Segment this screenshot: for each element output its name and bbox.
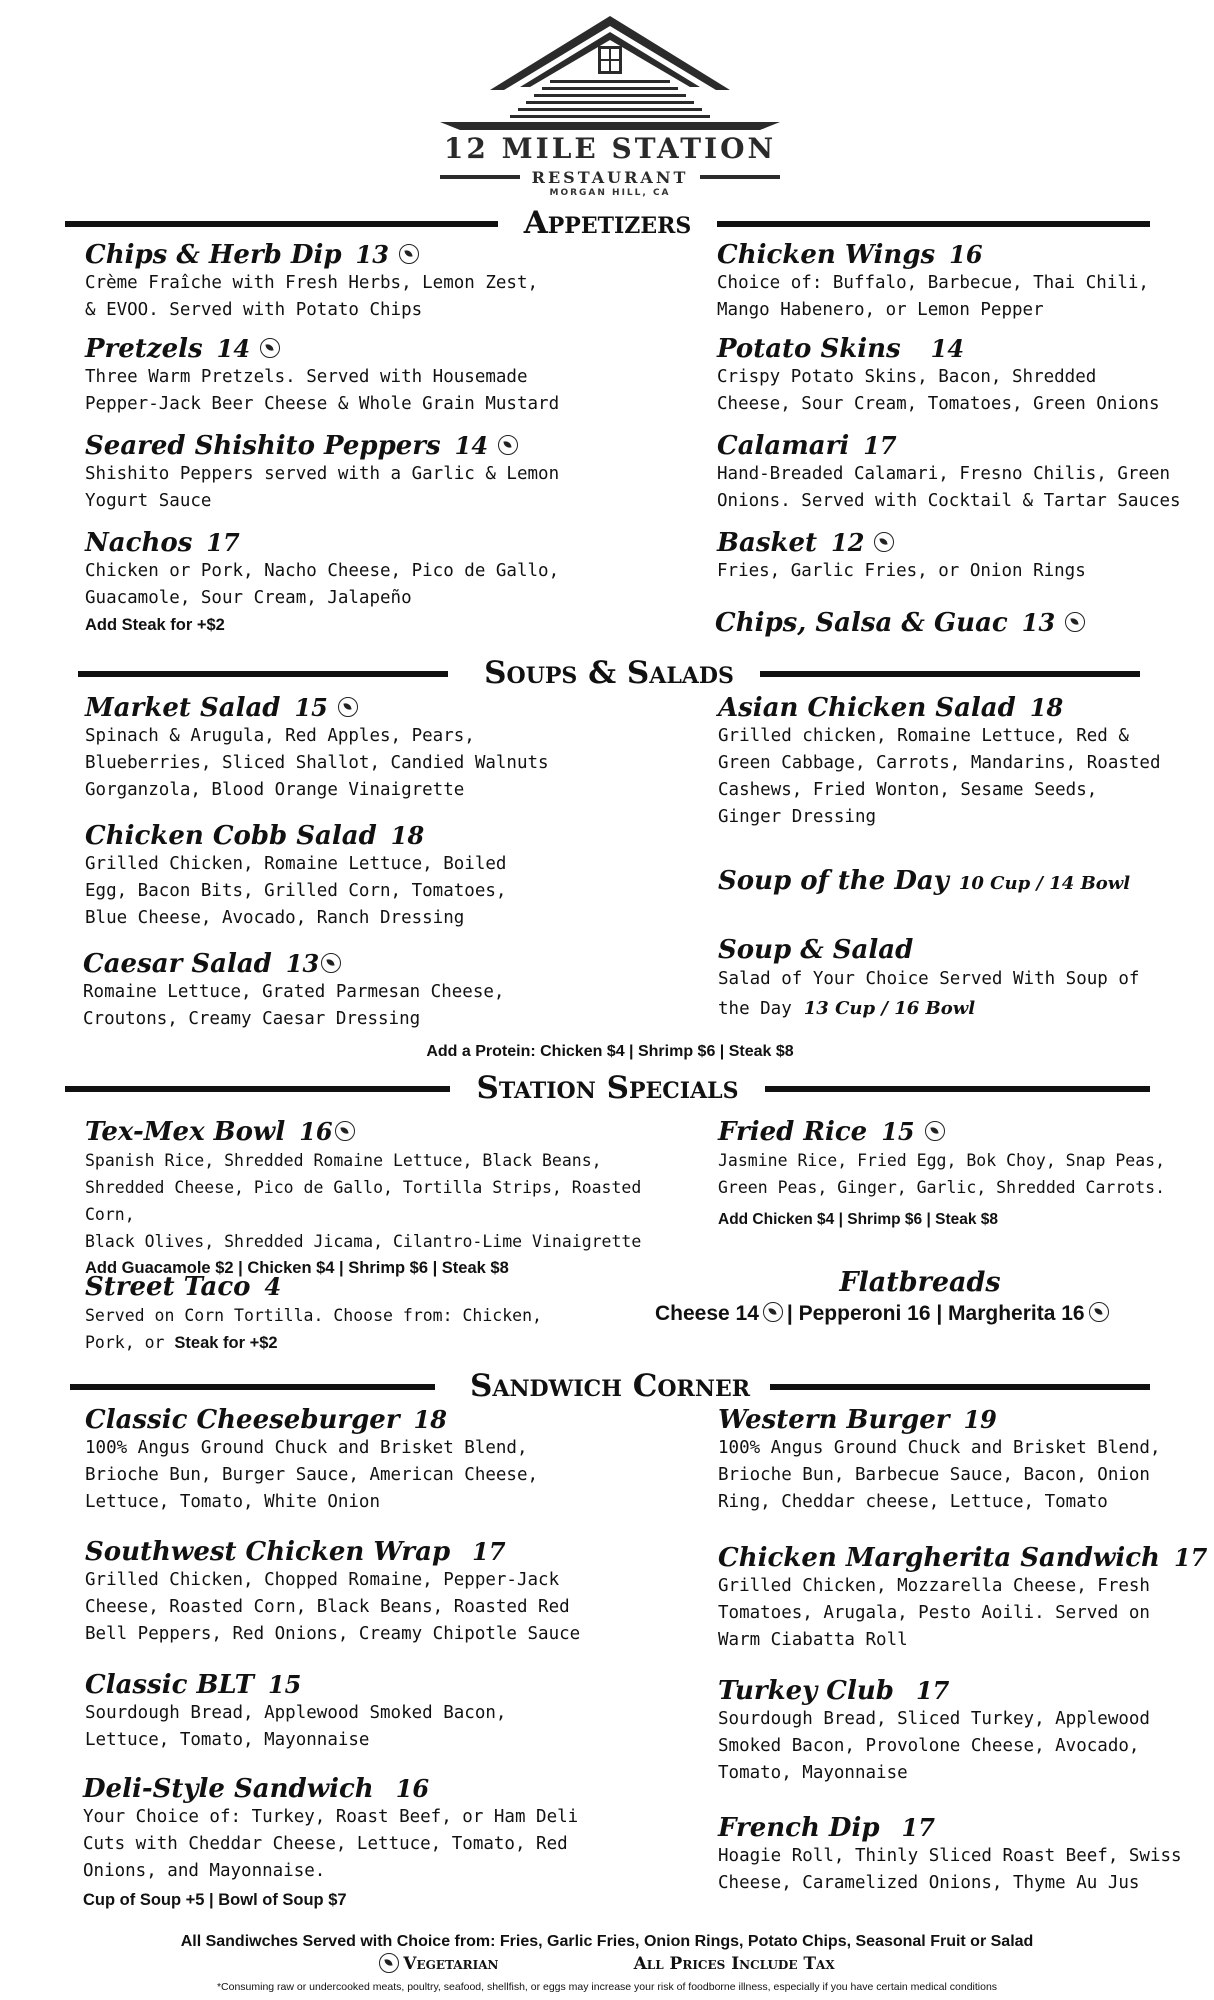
menu-item [718, 693, 1214, 831]
item-description: Grilled Chicken, Chopped Romaine, Pepper-Jack Cheese, Roasted Corn, Black Beans, Roasted Red Bell Peppers, Red Onions, Creamy Chipotle Sauce [85, 1570, 581, 1644]
item-name: Tex-Mex Bowl [85, 1117, 286, 1147]
item-name: Soup & Salad [718, 935, 914, 965]
item-addon: Add Guacamole $2 | Chicken $4 | Shrimp $6 | Steak $8 [85, 1259, 509, 1277]
menu-item [85, 1405, 645, 1516]
item-description: Sourdough Bread, Sliced Turkey, Applewood Smoked Bacon, Provolone Cheese, Avocado, Tomato, Mayonnaise [718, 1709, 1150, 1783]
item-name: Soup of the Day [718, 866, 949, 896]
menu-item [718, 935, 1214, 1024]
item-price: 13 [1021, 608, 1056, 637]
vegetarian-leaf-icon [1089, 1302, 1109, 1322]
restaurant-name: 12 MILE STATION [443, 132, 777, 165]
item-name: Street Taco [85, 1272, 251, 1302]
tax-note: All Prices Include Tax [633, 1954, 835, 1974]
item-description: Sourdough Bread, Applewood Smoked Bacon, Lettuce, Tomato, Mayonnaise [85, 1703, 507, 1750]
item-price: 12 [831, 528, 865, 557]
disclaimer: *Consuming raw or undercooked meats, poultry, seafood, shellfish, or eggs may increase your risk of foodborne illness, especially if you have certain medical conditions [216, 1981, 998, 1993]
item-price: 14 [930, 334, 965, 363]
item-price: 18 [413, 1405, 447, 1434]
item-name: Pretzels [85, 334, 203, 364]
section-title: Soups & Salads [484, 655, 734, 691]
flatbread-others: | Pepperoni 16 | Margherita 16 [786, 1302, 1085, 1325]
vegetarian-leaf-icon [399, 244, 419, 264]
section-appetizers [65, 203, 1150, 243]
vegetarian-leaf-icon [335, 1121, 355, 1141]
menu-item [85, 1670, 645, 1754]
item-name: Basket [717, 528, 818, 558]
item-name: Classic Cheeseburger [85, 1405, 400, 1435]
menu-item [715, 608, 1214, 638]
item-description: 100% Angus Ground Chuck and Brisket Blend, Brioche Bun, Barbecue Sauce, Bacon, Onion Ring, Cheddar cheese, Lettuce, Tomato [718, 1438, 1161, 1512]
item-name: Nachos [85, 528, 193, 558]
menu-item [83, 1774, 643, 1913]
item-description: Jasmine Rice, Fried Egg, Bok Choy, Snap Peas, Green Peas, Ginger, Garlic, Shredded Carrots. [718, 1151, 1166, 1197]
item-description: Salad of Your Choice Served With Soup of the Day [718, 969, 1140, 1019]
menu-item [717, 528, 1214, 585]
item-name: Market Salad [85, 693, 281, 723]
section-title: Station Specials [476, 1070, 739, 1106]
item-price: 19 [963, 1405, 997, 1434]
item-price: 16 [949, 240, 983, 269]
legend-row [0, 1954, 1214, 1975]
menu-item [85, 431, 645, 515]
menu-item [85, 1117, 645, 1281]
flatbread-cheese: Cheese 14 [655, 1302, 759, 1325]
item-price: 17 [1173, 1543, 1208, 1572]
restaurant-subtitle: RESTAURANT [531, 168, 689, 187]
item-price: 16 [395, 1774, 430, 1803]
vegetarian-leaf-icon [338, 697, 358, 717]
item-price: 15 [294, 693, 328, 722]
item-description: Served on Corn Tortilla. Choose from: Chicken, Pork, or [85, 1306, 542, 1352]
section-sandwich-corner [70, 1366, 1150, 1406]
item-sizes: 10 Cup / 14 Bowl [958, 873, 1131, 894]
item-price: 17 [915, 1676, 950, 1705]
menu-item [85, 693, 645, 804]
menu-item [85, 334, 645, 418]
item-price: 17 [901, 1813, 935, 1842]
item-description: Spinach & Arugula, Red Apples, Pears, Blueberries, Sliced Shallot, Candied Walnuts Gorganzola, Blood Orange Vinaigrette [85, 726, 549, 800]
flatbreads-title: Flatbreads [839, 1267, 1001, 1298]
item-price: 18 [1029, 693, 1064, 722]
section-station-specials [65, 1068, 1150, 1108]
vegetarian-leaf-icon [925, 1121, 945, 1141]
item-name: Chips, Salsa & Guac [715, 608, 1008, 638]
item-price: 17 [863, 431, 897, 460]
item-name: Southwest Chicken Wrap [85, 1537, 451, 1567]
menu-item [85, 1272, 645, 1356]
item-addon: Add Steak for +$2 [85, 616, 225, 634]
restaurant-location: MORGAN HILL, CA [549, 188, 671, 198]
item-description: Grilled Chicken, Mozzarella Cheese, Fresh Tomatoes, Arugala, Pesto Aoili. Served on Warm Ciabatta Roll [718, 1576, 1150, 1650]
menu-item [718, 1813, 1214, 1897]
item-name: Caesar Salad [83, 949, 272, 979]
item-price: 17 [206, 528, 240, 557]
item-description: Crème Fraîche with Fresh Herbs, Lemon Zest, & EVOO. Served with Potato Chips [85, 273, 539, 320]
item-price: 17 [472, 1537, 506, 1566]
item-addon: Cup of Soup +5 | Bowl of Soup $7 [83, 1891, 347, 1909]
vegetarian-leaf-icon [260, 338, 280, 358]
item-name: Chicken Wings [717, 240, 936, 270]
vegetarian-leaf-icon [1065, 612, 1085, 632]
item-price: 4 [264, 1272, 282, 1301]
item-description: Hoagie Roll, Thinly Sliced Roast Beef, Swiss Cheese, Caramelized Onions, Thyme Au Jus [718, 1846, 1182, 1893]
vegetarian-leaf-icon [763, 1302, 783, 1322]
item-name: Classic BLT [85, 1670, 254, 1700]
sides-note: All Sandiwches Served with Choice from: Fries, Garlic Fries, Onion Rings, Potato Chips, Seasonal Fruit or Salad [180, 1933, 1034, 1950]
section-soups-salads [78, 653, 1140, 693]
item-name: Chicken Margherita Sandwich [718, 1543, 1160, 1573]
item-description: Chicken or Pork, Nacho Cheese, Pico de Gallo, Guacamole, Sour Cream, Jalapeño [85, 561, 560, 608]
menu-item [718, 1676, 1214, 1787]
item-description: Shishito Peppers served with a Garlic & Lemon Yogurt Sauce [85, 464, 560, 511]
item-description: 100% Angus Ground Chuck and Brisket Blend, Brioche Bun, Burger Sauce, American Cheese, Lettuce, Tomato, White Onion [85, 1438, 539, 1512]
item-description: Three Warm Pretzels. Served with Housemade Pepper-Jack Beer Cheese & Whole Grain Mustard [85, 367, 560, 414]
protein-addon-note: Add a Protein: Chicken $4 | Shrimp $6 | Steak $8 [426, 1043, 794, 1060]
menu-item [717, 334, 1214, 418]
item-description: Fries, Garlic Fries, or Onion Rings [717, 561, 1086, 581]
item-price: 15 [881, 1117, 915, 1146]
item-description: Crispy Potato Skins, Bacon, Shredded Cheese, Sour Cream, Tomatoes, Green Onions [717, 367, 1160, 414]
vegetarian-leaf-icon [379, 1953, 399, 1973]
menu-item [718, 1117, 1214, 1233]
item-name: French Dip [718, 1813, 880, 1843]
vegetarian-leaf-icon [321, 953, 341, 973]
item-name: Western Burger [718, 1405, 950, 1435]
flatbreads-options [655, 1302, 1185, 1326]
item-name: Potato Skins [717, 334, 901, 364]
item-name: Chicken Cobb Salad [85, 821, 377, 851]
section-title: Sandwich Corner [469, 1368, 750, 1404]
item-sizes: 13 Cup / 16 Bowl [803, 998, 976, 1019]
item-price: 18 [390, 821, 425, 850]
item-name: Calamari [717, 431, 850, 461]
item-price: 14 [454, 431, 489, 460]
item-description: Grilled Chicken, Romaine Lettuce, Boiled Egg, Bacon Bits, Grilled Corn, Tomatoes, Blue Cheese, Avocado, Ranch Dressing [85, 854, 507, 928]
menu-item [85, 1537, 645, 1648]
menu-item [717, 431, 1214, 515]
vegetarian-leaf-icon [874, 532, 894, 552]
section-title: Appetizers [523, 205, 692, 241]
menu-item [83, 949, 643, 1033]
item-name: Seared Shishito Peppers [85, 431, 441, 461]
item-name: Deli-Style Sandwich [83, 1774, 374, 1804]
item-price: 13 [285, 949, 320, 978]
item-price: 14 [216, 334, 251, 363]
item-name: Turkey Club [718, 1676, 894, 1706]
menu-item [717, 240, 1214, 324]
item-description: Spanish Rice, Shredded Romaine Lettuce, Black Beans, Shredded Cheese, Pico de Gallo, Tortilla Strips, Roasted Corn, Black Olives, Shredded Jicama, Cilantro-Lime Vinaigrette [85, 1151, 642, 1251]
item-description: Hand-Breaded Calamari, Fresno Chilis, Green Onions. Served with Cocktail & Tartar Sauces [717, 464, 1181, 511]
menu-item [85, 240, 645, 324]
vegetarian-leaf-icon [498, 435, 518, 455]
item-description: Your Choice of: Turkey, Roast Beef, or Ham Deli Cuts with Cheddar Cheese, Lettuce, Tomato, Red Onions, and Mayonnaise. [83, 1807, 579, 1881]
menu-item [718, 1405, 1214, 1516]
item-price: 15 [267, 1670, 302, 1699]
item-name: Chips & Herb Dip [85, 240, 342, 270]
menu-item [85, 821, 645, 932]
vegetarian-legend: Vegetarian [403, 1954, 499, 1974]
item-price: 16 [299, 1117, 333, 1146]
item-name: Asian Chicken Salad [718, 693, 1016, 723]
item-addon: Add Chicken $4 | Shrimp $6 | Steak $8 [718, 1211, 999, 1228]
item-price: 13 [355, 240, 389, 269]
item-description: Grilled chicken, Romaine Lettuce, Red & Green Cabbage, Carrots, Mandarins, Roasted Cashews, Fried Wonton, Sesame Seeds, Ginger Dressing [718, 726, 1161, 827]
item-addon: Steak for +$2 [174, 1334, 278, 1352]
item-description: Romaine Lettuce, Grated Parmesan Cheese, Croutons, Creamy Caesar Dressing [83, 982, 505, 1029]
menu-item [718, 866, 1214, 899]
item-description: Choice of: Buffalo, Barbecue, Thai Chili, Mango Habenero, or Lemon Pepper [717, 273, 1149, 320]
menu-item [718, 1543, 1214, 1654]
menu-item [85, 528, 645, 638]
item-name: Fried Rice [718, 1117, 868, 1147]
